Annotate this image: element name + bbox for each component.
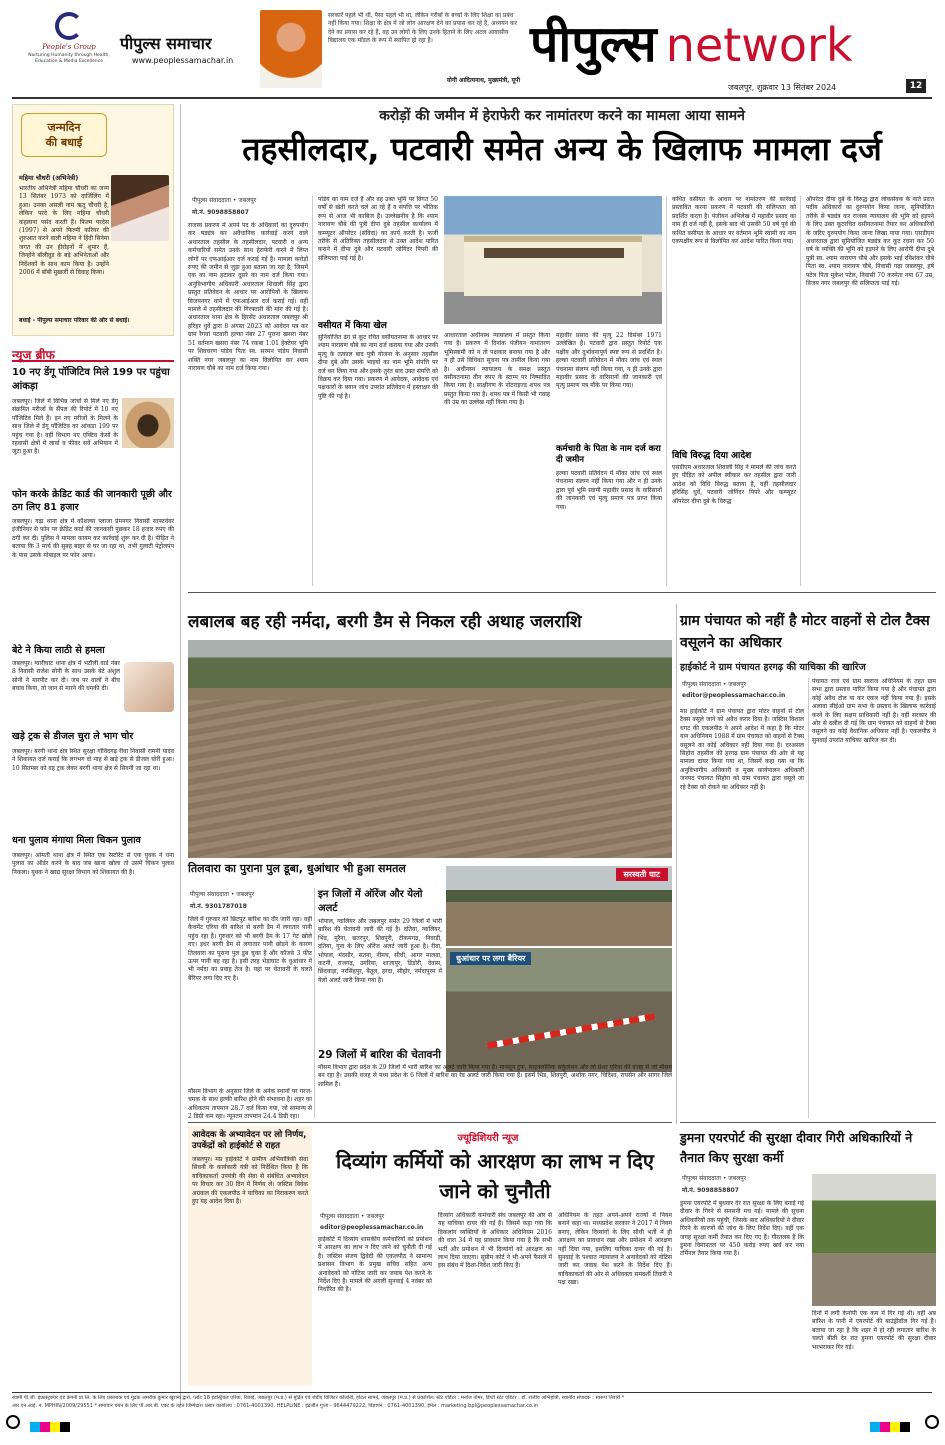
assault-illustration xyxy=(124,662,174,712)
lead-col1: राजस्व प्रकरण में अपने पद के अधिकारों का दुरुपयोग कर षड्यंत्र कर अवैधानिक कार्रवाई करने वाले अधारताल तहसील के तहसीलदार, पटवारी व अन्य कर्मचारियों समेत उनके साथ हेराफेरी करने में लिप्त लोगों पर एफआईआर दर्ज कराई गई है। मामला करोड़ों रुपए की जमीन से जुड़ा हुआ बताया जा रहा है, जिसमें एक का नाम हटाकर दूसरे का नाम दर्ज किया गया। अनुविभागीय अधिकारी अधारताल शिवाली सिंह द्वारा प्रस्तुत प्रतिवेदन के आधार पर आरोपियों के खिलाफ विजयनगर थाने में एफआईआर दर्ज कराई गई। वहीं मामले में तहसीलदार की गिरफ्तारी की मांग की गई है। अधारताल थाना क्षेत्र के हिरसेंट अधारताल जबलपुर श्री हरिहर धुर्वे द्वारा 8 अगस्त 2023 को आवेदन पत्र कर ग्राम रैगवां पटवारी हल्का नंबर 27 पुराना खसरा नंबर 51 वर्तमान खसरा नंबर 74 रकबा 1.01 हेक्टेयर भूमि पर शिवचरण पांडेय पिता स्व. सरमन पांडेय निवासी शक्ति नगर जबलपुर का नाम विलोपित कर श्याम नारायण चौबे का नाम दर्ज किया गया। xyxy=(188,222,308,372)
col-rule xyxy=(666,196,667,586)
registration-mark-right xyxy=(925,1415,939,1429)
birthday-footer: बधाई - पीपुल्स समाचार परिवार की ओर से बधाई। xyxy=(19,317,130,324)
brief-text: जबलपुर। बरगी थाना क्षेत्र स्थित सुरक्षा गोविंदगढ़ रीवा निवासी रामनी यादव ने शिकायत दर्ज कराई कि लगभग दो माह से खड़े ट्रक से डीजल चोरी हुआ। 10 सितम्बर को वह ट्रक लेकर बरगी थाना क्षेत्र से सिवनी जा रहा था। xyxy=(12,748,174,772)
masthead-divider xyxy=(12,97,932,99)
dumna-text2: दिनों में लगी केनोपी एक कम में गिर गई थी। वहीं अब बारिश के पानी में एयरपोर्ट की बाउंड्रीवॉल गिर गई है। बताया जा रहा है कि शहर में हो रही लगातार बारिश के चलते बीती देर रात डुमना एयरपोर्ट की सुरक्षा दीवार भरभराकर गिर गई। xyxy=(812,1310,936,1351)
brand-english: network xyxy=(665,18,853,72)
page-number: 12 xyxy=(906,79,926,93)
footer-imprint-2: आर.एन.आई. नं. MPHIN/2009/29551 * समाचार चयन के लिए पी.आर.बी. एक्ट के तहत जिम्मेदार। प्रसार कार्यालय : 0761-4001390, HELPLINE : इंद्रजीत गुप्ता - 9644479222, विज्ञापन : 0761-4001390, ईमेल : marketing.bpl@peoplessamachar.co.in xyxy=(12,1403,539,1409)
col-rule xyxy=(314,888,315,1118)
color-bar-right xyxy=(870,1417,910,1436)
birthday-text: भारतीय अभिनेत्री महिमा चौधरी का जन्म 13 सितंबर 1973 को दार्जिलिंग में हुआ। उनका असली नाम ऋतु चौधरी है, लेकिन परदे के लिए महिमा चौधरी कहलाना पसंद करती हैं। फिल्म परदेस (1997) से अपने फिल्मी करियर की शुरुआत करने वाली महिमा ने हिंदी सिनेमा जगत की उन हीरोइनों में शुमार हैं, जिन्होंने बॉलीवुड के बड़े अभिनेताओं और निर्देशकों के साथ काम किया है। उन्होंने 2006 में बॉबी मुखर्जी से विवाह किया। xyxy=(19,185,109,277)
panchayat-col2: पंचायत राज एवं ग्राम स्वराज अधिनियम के तहत ग्राम सभा द्वारा प्रस्ताव पारित किया गया है और पंचायत द्वारा कोई अवैध टोल या कर एकत्र नहीं किया गया है। इसके अलावा सीईओ ग्राम सभा के प्रस्ताव के खिलाफ कार्रवाई करने के लिए सक्षम प्राधिकारी नहीं है। वहीं सरकार की ओर से दलील दी गई कि ग्राम पंचायत को वाहनों से टैक्स वसूलने का कोई वैधानिक अधिकार नहीं है। एकलपीठ ने सुनवाई उपरांत याचिका खारिज कर दी। xyxy=(812,678,936,744)
quote-text: सरकारें पहले भी थीं, पैसा पहले भी था, लेकिन गरीबों के बच्चों के लिए शिक्षा का प्रबंध नहीं किया गया। शिक्षा के क्षेत्र में जो लोग आरक्षण देने का प्रयास कर रहे हैं, अध्ययन कर देने का प्रयास कर रहे हैं, वह उन लोगों के लिए उनके हिताने के लिए अटल आवासीय विद्यालय एक मॉडल के रूप में स्थापित हो रहा है। xyxy=(328,12,518,45)
dhuandhar-label: धुआंधार पर लगा बैरियर xyxy=(450,952,531,965)
col-rule xyxy=(800,196,801,586)
registration-mark-left xyxy=(6,1415,20,1429)
panchayat-headline: ग्राम पंचायत को नहीं है मोटर वाहनों से टोल टैक्स वसूलने का अधिकार xyxy=(680,613,930,651)
panchayat-subhead: हाईकोर्ट ने ग्राम पंचायत हरगढ़ की याचिका की खारिज xyxy=(680,662,866,673)
col-rule xyxy=(808,678,809,1118)
brief-text: जबलपुर। ग्वारीघाट थाना क्षेत्र में भटौली वार्ड नंबर 8 निवासी राजेश सोनी के साथ उसके बेटे अंशुल सोनी ने मारपीट कर दी। जब पर वालों ने बीच बचाव किया, तो जान से मारने की धमकी दी। xyxy=(12,660,120,693)
lead-story xyxy=(188,104,936,604)
narmada-col1: जिले में गुरुवार को छिटपुट बारिश का दौर जारी रहा। वहीं कैचमेंट एरिया की बारिश से बरगी डैम में लगातार पानी पहुंच रहा है। गुरुवार को भी बरगी डैम के 17 गेट खोले गए। इधर बरगी डैम से लगातार पानी छोड़ने के कारण तिलवारा का पुराना पुल डूब चुका है और कॉजवे 3 फीट ऊपर पानी बह रहा है। इसी तरह भेड़ाघाट के धुआंधार में भी नर्मदा का प्रवाह तेज है। यहां पर चेतावनी के चलते बैरियर लगा दिए गए हैं। xyxy=(188,916,312,982)
dumna-contact: मो.नं. 9098858807 xyxy=(682,1187,739,1194)
footer-rule xyxy=(12,1392,932,1393)
dateline: जबलपुर, शुक्रवार 13 सितंबर 2024 xyxy=(728,83,837,92)
actress-photo xyxy=(111,175,169,241)
narmada-byline: पीपुल्स संवाददाता • जबलपुर xyxy=(190,891,255,898)
color-bar-left xyxy=(30,1417,70,1436)
left-sidebar xyxy=(12,104,174,1404)
birthday-name: महिमा चौधरी (अभिनेत्री) xyxy=(19,174,79,182)
brand-hindi: पीपुल्स xyxy=(530,15,657,73)
gram-panchayat-story xyxy=(680,604,936,1124)
judiciary-label xyxy=(438,1126,538,1142)
narmada-headline: लबालब बह रही नर्मदा, बरगी डैम से निकल रही अथाह जलराशि xyxy=(188,612,582,632)
brief-title: फोन करके क्रेडिट कार्ड की जानकारी पूछी और ठग लिए 81 हजार xyxy=(12,489,172,513)
brand-logo xyxy=(530,8,935,74)
narmada-photo-caption: तिलवारा का पुराना पुल डूबा, धुआंधार भी हुआ समतल xyxy=(188,862,406,875)
brief-title: धना पुलाव मंगाया मिला चिकन पुलाव xyxy=(12,835,141,846)
lead-col4b: हल्का पटवारी प्रतिवेदन में मौका जांच एवं स्थल पंचनामा संलग्न नहीं किया गया और न ही उनके द्वारा पूर्व भूमि स्वामी महावीर प्रसाद के वारिसानों की जानकारी एवं मृत्यु प्रमाण पत्र प्राप्त किया गया। xyxy=(556,470,662,511)
lead-subhead-illegal-order: विधि विरुद्ध दिया आदेश xyxy=(672,451,752,461)
lead-col2: पांडेय का नाम दर्ज है और वह उक्त भूमि पर विगत 50 वर्षों से खेती करते चले आ रहे हैं व संपत्ति पर भौतिक रूप से आज भी काबिज हैं। उल्लेखनीय है कि श्याम नारायण चौबे की पुत्री दीपा दुबे तहसील कार्यालय में कम्प्यूटर ऑपरेटर (संविदा) का कार्य करती है। फर्जी तरीके से अतिरिक्त तहसीलदार से उक्त आदेश पारित कराने में दीपा दुबे और पटवारी जोगिंदर पिपरी की संलिप्तता पाई गई है। xyxy=(318,196,438,262)
lead-headline: तहसीलदार, पटवारी समेत अन्य के खिलाफ मामला दर्ज xyxy=(242,130,882,168)
collectorate-photo xyxy=(444,196,662,324)
cm-photo xyxy=(260,10,322,88)
quote-box xyxy=(328,12,520,90)
narmada-bottom-rule xyxy=(188,1122,672,1123)
birthday-badge-line2: की बधाई xyxy=(45,136,83,149)
panchayat-bottom-rule xyxy=(680,1122,936,1123)
paper-name: पीपुल्स समाचार xyxy=(120,34,212,53)
panchayat-col1: मप्र हाईकोर्ट ने ग्राम पंचायत द्वारा मोटर वाहनों से टोल टैक्स वसूले जाने को अवैध करार दिया है। जस्टिस विशाल धगट की एकलपीठ ने अपने आदेश में कहा है कि मोटर यान अधिनियम 1988 में ग्राम पंचायत को वाहनों से टैक्स वसूलने का कोई अधिकार नहीं दिया गया है। दरअसल सिहोरा तहसील की हरगढ़ ग्राम पंचायत की ओर से यह मामला दायर किया गया था, जिसमें कहा गया था कि अनुविभागीय अधिकारी व मुख्य कार्यपालन अधिकारी जनपद पंचायत सिहोरा को ग्राम पंचायत द्वारा वसूले जा रहे टैक्स को रोकने का अधिकार नहीं है। xyxy=(680,708,804,791)
brief-text: जबलपुर। जिले में विभिन्न जांचों से मिले नए डेंगू संक्रमित मरीजों के सैंपल की रिपोर्ट में 10 नए पॉजिटिव मिले हैं। इन नए मरीजों के मिलने के साथ जिले में डेंगू पॉजिटिव का आंकड़ा 199 पर पहुंच गया है। वहीं विभाग नए एक्टिव केसों के रहवासी क्षेत्रों में लार्वा व फीवर सर्वे अभियान में जुटा हुआ है। xyxy=(12,398,118,456)
judiciary-side-title: आवेदक के अभ्यावेदन पर लो निर्णय, उपकेंद्रों को हाईकोर्ट से राहत xyxy=(192,1130,307,1151)
saraswati-ghat-label: सरस्वती घाट xyxy=(616,868,669,881)
birthday-badge xyxy=(21,113,107,157)
brief-text: जबलपुर। गढ़ा थाना क्षेत्र में कौशल्या प्लाजा प्रेमनगर निवासी साफ्टवेयर इंजीनियर से फोन पर क्रेडिट कार्ड की जानकारी पूछकर 18 हजार रुपए की ठगी कर दी। पुलिस ने मामला कायम कर कार्रवाई शुरू कर दी है। पीड़ित ने बताया कि 3 मार्च की सुबह बाहर से घर जा रहा था, तभी गुलाटी पेट्रोलपंप के पास उसके मोबाइल पर फोन आया। xyxy=(12,518,174,559)
lead-subhead-will: वसीयत में किया खेल xyxy=(318,321,387,331)
peoples-group-logo xyxy=(24,12,114,92)
birthday-box xyxy=(12,104,174,336)
judiciary-byline: पीपुल्स संवाददाता • जबलपुर xyxy=(320,1213,385,1220)
brief-title: 10 नए डेंगू पॉजिटिव मिले 199 पर पहुंचा आंकड़ा xyxy=(12,367,170,392)
sidebar-divider xyxy=(180,104,181,1404)
news-brief-title: न्यूज ब्रीफ xyxy=(12,348,55,362)
lead-byline: पीपुल्स संवाददाता • जबलपुर xyxy=(192,197,257,204)
warning-title: 29 जिलों में बारिश की चेतावनी xyxy=(318,1049,441,1061)
group-tagline: Nurturing Humanity through Health, Education & Media Excellence xyxy=(28,53,110,64)
brief-title: बेटे ने किया लाठी से हमला xyxy=(12,645,105,656)
dumna-headline: डुमना एयरपोर्ट की सुरक्षा दीवार गिरी अधिकारियों ने तैनात किए सुरक्षा कर्मी xyxy=(680,1130,913,1165)
lead-subhead-father: कर्मचारी के पिता के नाम दर्ज करा दी जमीन xyxy=(556,444,661,465)
panchayat-contact: editor@peoplessamachar.co.in xyxy=(682,692,786,699)
footer-imprint: स्वामी पी.जी. इंफ्रास्ट्रक्चर एंड कंपनी प्रा.लि. के लिए प्रकाशक एवं मुद्रक अमरीक कुमार खुराना द्वारा, प्लॉट 18 इंडस्ट्रियल एरिया, रिछाई, जबलपुर (म.प्र.) से मुद्रित एवं जेडीए विजिटर कॉलोनी, होटल सामने, जबलपुर (म.प्र.) से प्रकाशित। स्टेट एडिटर : मनोज तोमर, डिप्टी स्टेट एडिटर : डॉ. राजीव अग्निहोत्री, स्थानीय संपादक : स्वरूप तिवारी * xyxy=(12,1395,625,1401)
middle-divider xyxy=(676,604,677,1124)
judiciary-label-text: ज्यूडिशियरी न्यूज xyxy=(457,1133,519,1144)
panchayat-byline: पीपुल्स संवाददाता • जबलपुर xyxy=(682,681,747,688)
lead-kicker: करोड़ों की जमीन में हेराफेरी कर नामांतरण करने का मामला आया सामने xyxy=(379,108,745,124)
saraswati-ghat-photo xyxy=(446,866,672,946)
dumna-wall-photo xyxy=(812,1174,936,1306)
dumna-story xyxy=(680,1126,936,1390)
warning-text: मौसम विभाग द्वारा प्रदेश के 29 जिलों में भारी बारिश का अलर्ट जारी किया गया है। मानसून ट्रफ, साइक्लोनिक सर्कुलेशन और लो प्रेशर एरिया की वजह से जो मौसम बन रहा है। उसकी वजह से मध्य प्रदेश के 6 जिलों में बारिश का रेड अलर्ट जारी किया गया है। इसमें भिंड, शिवपुरी, अशोक नगर, विदिशा, रायसेन और सागर जिले शामिल हैं। xyxy=(318,1064,672,1088)
group-name: People's Group xyxy=(42,43,96,51)
alert-sidebar-title: इन जिलों में ऑरेंज और येलो अलर्ट xyxy=(318,889,423,914)
news-brief-label xyxy=(12,344,174,362)
birthday-badge-line1: जन्मदिन xyxy=(47,121,81,134)
narmada-flood-photo xyxy=(188,640,672,858)
website-link[interactable]: www.peoplessamachar.in xyxy=(132,56,234,65)
judiciary-story xyxy=(188,1126,672,1390)
narmada-col2: मौसम विभाग के अनुसार जिले के अनेक स्थानों पर गरज-चमक के साथ हल्की बारिश होने की संभावना है। शहर का अधिकतम तापमान 28.7 दर्ज किया गया, जो सामान्य से 2 डिग्री कम रहा। न्यूनतम तापमान 24.4 डिग्री रहा। xyxy=(188,1088,312,1121)
judiciary-col2: दिव्यांग अधिकारी कर्मचारी संघ जबलपुर की ओर से यह याचिका दायर की गई है। जिसमें कहा गया कि विकलांग व्यक्तियों के अधिकार अधिनियम 2016 की धारा 34 में यह प्रावधान किया गया है कि सभी भर्ती और प्रमोशन में भी दिव्यांगों को आरक्षण का लाभ दिया जाएगा। सुप्रीम कोर्ट ने भी अपने फैसले में इस संबंध में दिशा-निर्देश जारी किए हैं। xyxy=(438,1212,552,1270)
masthead xyxy=(0,0,945,100)
judiciary-side xyxy=(188,1126,312,1386)
brief-text: जबलपुर। ओमती थाना क्षेत्र में स्थित एक रेस्टोरेंट से एक युवक ने धना पुलाव का ऑर्डर करने के बाद जब खाना खोला तो उसमें चिकन पुलाव निकला। युवक ने खाद्य सुरक्षा विभाग को शिकायत की है। xyxy=(12,852,174,876)
judiciary-col1: हाईकोर्ट में दिव्यांग शासकीय कर्मचारियों को प्रमोशन में आरक्षण का लाभ न दिए जाने को चुनौती दी गई है। जस्टिस संजय द्विवेदी की एकलपीठ ने सामान्य प्रशासन विभाग के प्रमुख सचिव सहित अन्य अनावेदकों को नोटिस जारी कर जवाब पेश करने के निर्देश दिए हैं। मामले की अगली सुनवाई 4 नवंबर को निर्धारित की है। xyxy=(318,1236,432,1294)
judiciary-side-text: जबलपुर। मप्र हाईकोर्ट ने ग्रामीण अभियांत्रिकी सेवा सिवनी के कार्यकारी यंत्री को निर्देशित किया है कि याचिकाकर्ता उपयंत्री की सेवा से संबंधित अभ्यावेदन पर विचार कर 30 दिन में निर्णय लें। जस्टिस विवेक अग्रवाल की एकलपीठ ने याचिका का निराकरण करते हुए यह आदेश दिया है। xyxy=(192,1156,308,1206)
judiciary-headline: दिव्यांग कर्मियों को आरक्षण का लाभ न दिए जाने को चुनौती xyxy=(336,1149,654,1203)
lead-col4: महावीर प्रसाद की मृत्यु 22 दिसंबर 1971 उल्लेखित है। पटवारी द्वारा प्रस्तुत रिपोर्ट एक पक्षीय और दुर्भावनापूर्ण स्पष्ट रूप से प्रदर्शित है। हल्का पटवारी प्रतिवेदन में मौका जांच एवं स्थल पंचनामा संलग्न नहीं किया गया, न ही उनके द्वारा महावीर प्रसाद के वारिसानों की जानकारी एवं मृत्यु प्रमाण पत्र मौके पर किया गया। xyxy=(556,332,662,390)
lead-bottom-rule xyxy=(188,592,936,593)
judiciary-contact: editor@peoplessamachar.co.in xyxy=(320,1224,424,1231)
lead-col5: कथित वसीयत के आधार पर नामांतरण की कार्रवाई प्रस्तावित करना प्रकरण में पटवारी की संलिप्तता को प्रदर्शित करता है। पंजीयन अभिलेख में महावीर प्रसाद का नाम ही दर्ज नहीं है, इसके बाद भी उसकी 50 वर्ष पूर्व की कथित वसीयत के आधार पर वर्तमान भूमि स्वामी का नाम एकपक्षीय रूप से विलोपित कर आदेश पारित किया गया। xyxy=(672,196,796,246)
judiciary-col3: अधिनियम के तहत अपने-अपने राज्यों में नियम बनाने कहा था। मध्यप्रदेश सरकार ने 2017 में नियम बनाए, लेकिन दिव्यांगों के लिए सीधी भर्ती में ही आरक्षण का प्रावधान रखा और प्रमोशन में आरक्षण नहीं दिया गया, इसलिए याचिका दायर की गई है। सुनवाई के पश्चात न्यायालय ने अनावेदकों को नोटिस जारी कर जवाब पेश करने के निर्देश दिए हैं। याचिकाकर्ता की ओर से अधिवक्ता समदर्शी तिवारी ने पक्ष रखा। xyxy=(558,1212,672,1287)
dumna-text: डुमना एयरपोर्ट में बुधवार देर रात सुरक्षा के लिए बनाई गई दीवार के गिरने से सनसनी मच गई। मामले की सूचना अधिकारियों तक पहुंची, जिसके बाद अधिकारियों ने दीवार गिरने के कारणों की जांच के लिए निर्देश दिए। वहीं एक जगह सुरक्षा कर्मी तैनात कर दिए गए हैं। गौरतलब है कि डुमना विमानतल पर 450 करोड़ रुपए खर्च कर नया टर्मिनल तैयार किया गया है। xyxy=(680,1200,804,1258)
dumna-byline: पीपुल्स संवाददाता • जबलपुर xyxy=(682,1175,747,1182)
lead-col5b: एसडीएम अधारताल शिवाली सिंह ने मामले की जांच करते हुए पीड़ित को अपील स्वीकार कर तहसील द्वारा जारी आदेश को विधि विरुद्ध बताया है, वहीं तहसीलदार हरिसिंह धुर्वे, पटवारी जोगिंदर पिपरे और कम्प्यूटर ऑपरेटर दीपा दुबे के विरुद्ध xyxy=(672,464,796,505)
narmada-story xyxy=(188,604,672,1124)
lead-col2b: सुनियोजित ढंग से कूट रचित वसीयतनामा के आधार पर श्याम नारायण चौबे का नाम दर्ज कराया गया और उनकी मृत्यु के तत्काल बाद पुत्री योजना के अनुसार तहसील दीपा दुबे और उसके भाइयों का नाम भूमि संपत्ति पर दर्ज कर लिया गया और इसके तुरंत बाद उक्त संपत्ति को विक्रय कर दिया गया। प्रकरण में आवेदक, आवेदक एवं पक्षकारों के बयान जांच उपरांत प्रतिवेदन में हस्ताक्षर की पुष्टि की गई है। xyxy=(318,334,438,400)
col-rule xyxy=(312,196,313,586)
alert-sidebar-text: भोपाल, ग्वालियर और जबलपुर समेत 29 जिलों में भारी बारिश की चेतावनी जारी की गई है। दतिया, ग्वालियर, भिंड, मुरैना, छतरपुर, शिवपुरी, टीकमगढ़, निवाड़ी, दतिया, गुना के लिए ऑरेंज अलर्ट जारी हुआ है। रीवा, भोपाल, मंदसौर, सतना, नीमच, सीधी, आगर मालवा, कटनी, राजगढ़, उमरिया, शाजापुर, डिंडोरी, देवास, छिंदवाड़ा, नरसिंहपुर, बैतूल, हरदा, सीहोर, नर्मदापुरम में येलो अलर्ट जारी किया गया है। xyxy=(318,918,442,984)
quote-author: योगी आदित्यनाथ, मुख्यमंत्री, यूपी xyxy=(446,77,520,84)
narmada-contact: मो.नं. 9301787018 xyxy=(190,903,247,910)
mosquito-photo xyxy=(122,398,174,448)
lead-contact: मो.नं. 9098858807 xyxy=(192,209,249,216)
lead-col6: ऑपरेटर दीपा दुबे के विरुद्ध द्वारा लोकसेवक के नाते प्रदत्त पदीय अधिकारों का दुरुपयोग किया जाना, सुनियोजित तरीके से षड्यंत्र कर राजस्व न्यायालय की भूमि को हड़पने के लिए उक्त कूटरचित वसीयतनामा तैयार कर अधिकारियों के जरिए दुरुपयोग किया जाना लिखा पाया गया। एसडीएम अधारताल द्वारा सुनियोजित षड्यंत्र कर कूट रचना कर 50 वर्ष के व्यक्ति की भूमि को हड़पने के लिए आरोपी दीपा दुबे पुत्री स्व. श्याम नारायण चौबे और इसके भाई रविशंकर चौबे पिता स्व. श्याम नारायण चौबे, निवासी गढ़ा जबलपुर, हर्ष पटेल पिता मुकेश पटेल, निवासी 70 करमेता नया 67 उम्र, विजय नगर जबलपुर की सलिप्तता पाई गई। xyxy=(806,196,934,288)
lead-col3: आधारताल अधीनस्थ न्यायालय में प्रस्तुत किया गया है। प्रकरण में दिनांक पंजीयन नामांतरण भूमिस्वामी को न तो पक्षकार बनाया गया है और न ही उसे विधिवत सूचना पत्र तामील किया गया है। अधीनस्थ न्यायालय के समक्ष प्रस्तुत वसीयतनामा तीन रुपए के स्टाम्प पर निष्पादित किया गया है। साक्षीगण के नोटराइज्ड शपथ पत्र प्रस्तुत किया गया है। शपथ पत्र में किसी भी गवाह की उम्र का उल्लेख नहीं किया गया है। xyxy=(444,332,550,407)
brief-title: खड़े ट्रक से डीजल चुरा ले भाग चोर xyxy=(12,731,134,742)
